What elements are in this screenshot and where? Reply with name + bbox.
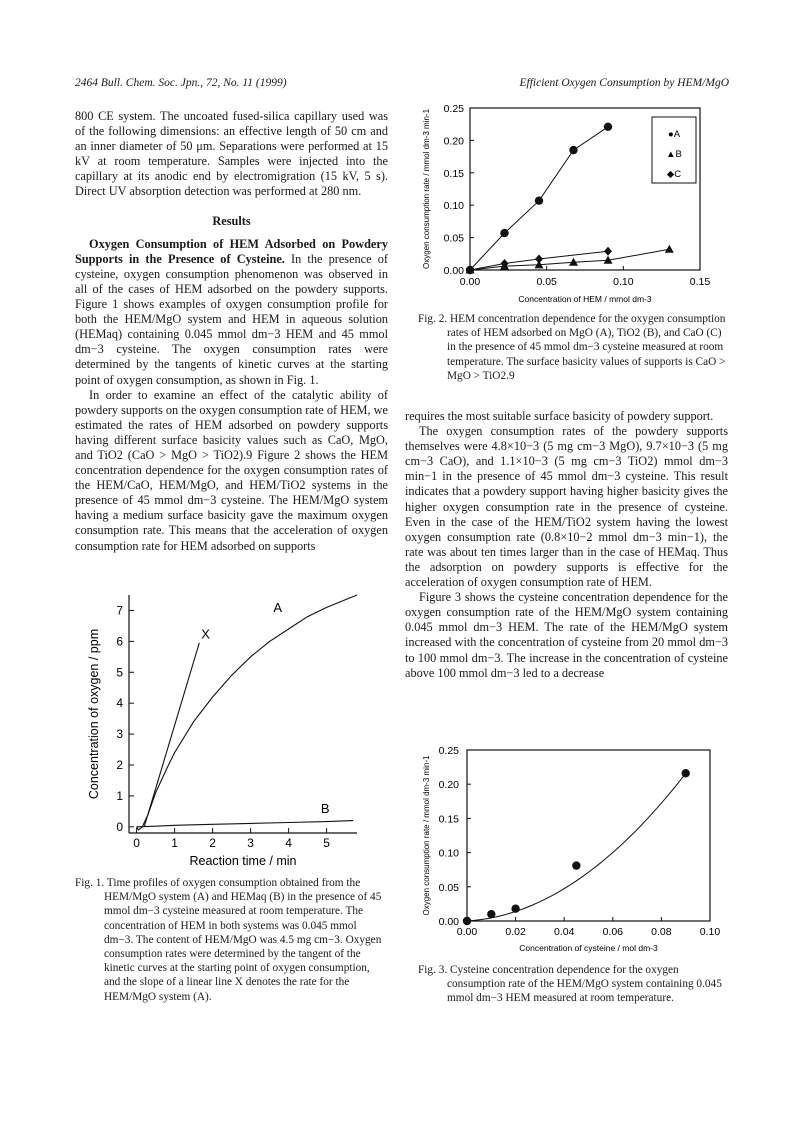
- series-A-point: [604, 123, 612, 131]
- x-tick-label: 1: [171, 836, 178, 850]
- y-tick-label: 0.20: [438, 779, 459, 792]
- series-point: [487, 910, 495, 918]
- x-tick-label: 0.08: [651, 926, 672, 938]
- y-tick-label: 0.00: [443, 265, 464, 277]
- x-tick-label: 0: [133, 836, 140, 850]
- figure-1-caption: Fig. 1. Time profiles of oxygen consumption obtained from the HEM/MgO system (A) and HEMaq (B) in the presence of 45 mmol dm−3 cysteine measured at room temperature. The concentration of HEM in both systems was 0.045 mmol dm−3. The content of HEM/MgO was 4.5 mg cm−3. Oxygen consumption rates were determined by the tangent of the kinetic curves at the starting point of oxygen consumption, and the slope of a linear line X denotes the rate for the HEM/MgO system (A).: [75, 877, 382, 1003]
- legend-entry: ◆C: [666, 169, 682, 180]
- y-tick-label: 3: [116, 727, 123, 742]
- curve-label-B: B: [320, 800, 330, 816]
- y-tick-label: 6: [116, 634, 123, 649]
- y-tick-label: 0.05: [443, 232, 464, 245]
- y-tick-label: 0.10: [438, 847, 459, 860]
- left-column: [75, 109, 388, 554]
- section-heading: Results: [212, 213, 251, 228]
- y-tick-label: 0.25: [438, 745, 459, 757]
- series-point: [572, 861, 580, 869]
- plot-frame: [467, 750, 710, 921]
- series-A-line: [137, 595, 357, 830]
- x-tick-label: 0.04: [553, 926, 575, 938]
- paragraph: [75, 237, 388, 388]
- x-tick-label: 0.00: [456, 926, 478, 938]
- paragraph: The oxygen consumption rates of the powdery supports themselves were 4.8×10−3 (5 mg cm−3 MgO), 9.7×10−3 (5 mg cm−3 CaO), and 1.1×10−3 (5 mg cm−3 TiO2) mmol dm−3 min−1 in the presence of 45 mmol dm−3 cysteine. This result indicates that a powdery support having higher basicity gives the higher oxygen consumption rate in the presence of cysteine. Even in the case of the HEM/TiO2 system having the lowest oxygen consumption rate (0.8×10−2 mmol dm−3 min−1), the rate was about ten times larger than in the case of HEMaq. Thus the adsorption on powdery supports is effective for the acceleration of oxygen consumption rate of HEM.: [405, 424, 728, 590]
- x-tick-label: 0.00: [459, 276, 481, 288]
- series-A-point: [569, 146, 577, 154]
- series-X-line: [144, 643, 199, 827]
- paragraph: In order to examine an effect of the catalytic ability of powdery supports on the oxygen consumption rate of HEM, we estimated the rates of HEM adsorbed on powdery supports having different surface basicity values such as CaO, MgO, and TiO2 (CaO > MgO > TiO2).9 Figure 2 shows the HEM concentration dependence for the oxygen consumption rates of the HEM/CaO, HEM/MgO, and HEM/TiO2 systems in the presence of 45 mmol dm−3 cysteine. The HEM/MgO system having a medium surface basicity gave the maximum oxygen consumption rate. This means that the acceleration of oxygen consumption rate for HEM adsorbed on supports: [75, 387, 388, 553]
- series-point: [463, 917, 471, 925]
- x-tick-label: 0.15: [689, 276, 711, 288]
- series-A-point: [535, 196, 543, 204]
- figure-3-chart: [405, 738, 735, 958]
- y-tick-label: 1: [116, 788, 123, 803]
- y-axis-label: Oxygen consumption rate / mmol dm-3 min-1: [422, 755, 431, 916]
- y-tick-label: 0.00: [438, 916, 459, 928]
- x-tick-label: 0.10: [699, 926, 721, 938]
- y-tick-label: 0.20: [443, 135, 464, 148]
- y-tick-label: 0.25: [443, 103, 464, 115]
- y-axis-label: Oxygen consumption rate / mmol dm-3 min-1: [422, 108, 431, 270]
- paragraph: Figure 3 shows the cysteine concentration dependence for the oxygen consumption rate of the HEM/MgO system containing 0.045 mmol dm−3 HEM. The rate of the HEM/MgO system increased with the concentration of cysteine from 20 mmol dm−3 to 100 mmol dm−3. The increase in the concentration of cysteine above 100 mmol dm−3 led to a decrease: [405, 590, 728, 680]
- curve-label-X: X: [201, 626, 210, 642]
- series-point: [511, 904, 519, 912]
- subsection-heading: Oxygen Consumption of HEM Adsorbed on Powdery Supports in the Presence of Cysteine.: [75, 236, 388, 266]
- figure-3-caption: Fig. 3. Cysteine concentration dependence for the oxygen consumption rate of the HEM/MgO system containing 0.045 mmol dm−3 HEM measured at room temperature.: [418, 964, 722, 1005]
- series-point: [682, 769, 690, 777]
- x-tick-label: 0.02: [505, 926, 526, 938]
- running-header-right: Efficient Oxygen Consumption by HEM/MgO: [519, 77, 729, 89]
- y-tick-label: 0.05: [438, 881, 459, 894]
- y-tick-label: 7: [116, 603, 123, 618]
- series-C-point: [535, 254, 543, 263]
- x-tick-label: 0.10: [613, 276, 634, 288]
- curve-label-A: A: [273, 600, 283, 615]
- x-axis-label: Reaction time / min: [189, 854, 297, 868]
- y-tick-label: 2: [116, 758, 123, 772]
- x-tick-label: 0.05: [536, 276, 557, 288]
- paragraph-text: In the presence of cysteine, oxygen consumption phenomenon was observed in all of the cases of HEM adsorbed on the powdery supports. Figure 1 shows examples of oxygen consumption profile for both the HEM/MgO system and HEM in aqueous solution (HEMaq) containing 0.045 mmol dm−3 HEM and 45 mmol dm−3 cysteine. The oxygen consumption rates were determined by the tangents of kinetic curves at the starting point of oxygen consumption, as shown in Fig. 1.: [75, 251, 388, 387]
- x-tick-label: 0.06: [602, 926, 624, 938]
- y-tick-label: 0.10: [443, 200, 464, 213]
- right-column: [405, 409, 728, 681]
- y-tick-label: 4: [116, 696, 123, 711]
- y-tick-label: 0.15: [438, 813, 459, 826]
- x-tick-label: 2: [209, 836, 216, 850]
- series-B-point: [665, 245, 674, 253]
- running-header-left: 2464 Bull. Chem. Soc. Jpn., 72, No. 11 (1999): [75, 77, 287, 89]
- figure-2-caption: Fig. 2. HEM concentration dependence for the oxygen consumption rates of HEM adsorbed on MgO (A), TiO2 (B), and CaO (C) in the presence of 45 mmol dm−3 cysteine measured at room temperature. The surface basicity values of supports is CaO > MgO > TiO2.9: [418, 313, 726, 382]
- y-tick-label: 0.15: [443, 167, 464, 180]
- y-axis-label: Concentration of oxygen / ppm: [87, 628, 101, 800]
- figure-2-chart: [405, 100, 735, 310]
- series-fit-curve: [467, 773, 686, 921]
- paragraph: requires the most suitable surface basicity of powdery support.: [405, 409, 714, 423]
- x-tick-label: 4: [285, 836, 292, 850]
- x-tick-label: 5: [323, 836, 330, 850]
- y-tick-label: 0: [116, 819, 123, 834]
- y-tick-label: 5: [116, 665, 123, 680]
- paragraph: 800 CE system. The uncoated fused-silica capillary used was of the following dimensions: an effective length of 50 cm and an inner diameter of 50 μm. Separations were performed at 15 kV at room temperature. Samples were injected into the capillary at its anodic end by electromigration (15 kV, 5 s). Direct UV absorption detection was performed at 280 nm.: [75, 109, 388, 199]
- legend-entry: ▲B: [666, 149, 682, 160]
- series-C-point: [604, 247, 612, 256]
- series-A-point: [500, 229, 508, 237]
- legend-entry: ●A: [667, 129, 681, 140]
- x-tick-label: 3: [247, 836, 254, 850]
- x-axis-label: Concentration of HEM / mmol dm-3: [518, 294, 652, 304]
- series-B-line: [470, 249, 669, 270]
- x-axis-label: Concentration of cysteine / mol dm-3: [519, 943, 658, 953]
- figure-1-chart: [82, 575, 382, 875]
- series-B-line: [137, 821, 354, 827]
